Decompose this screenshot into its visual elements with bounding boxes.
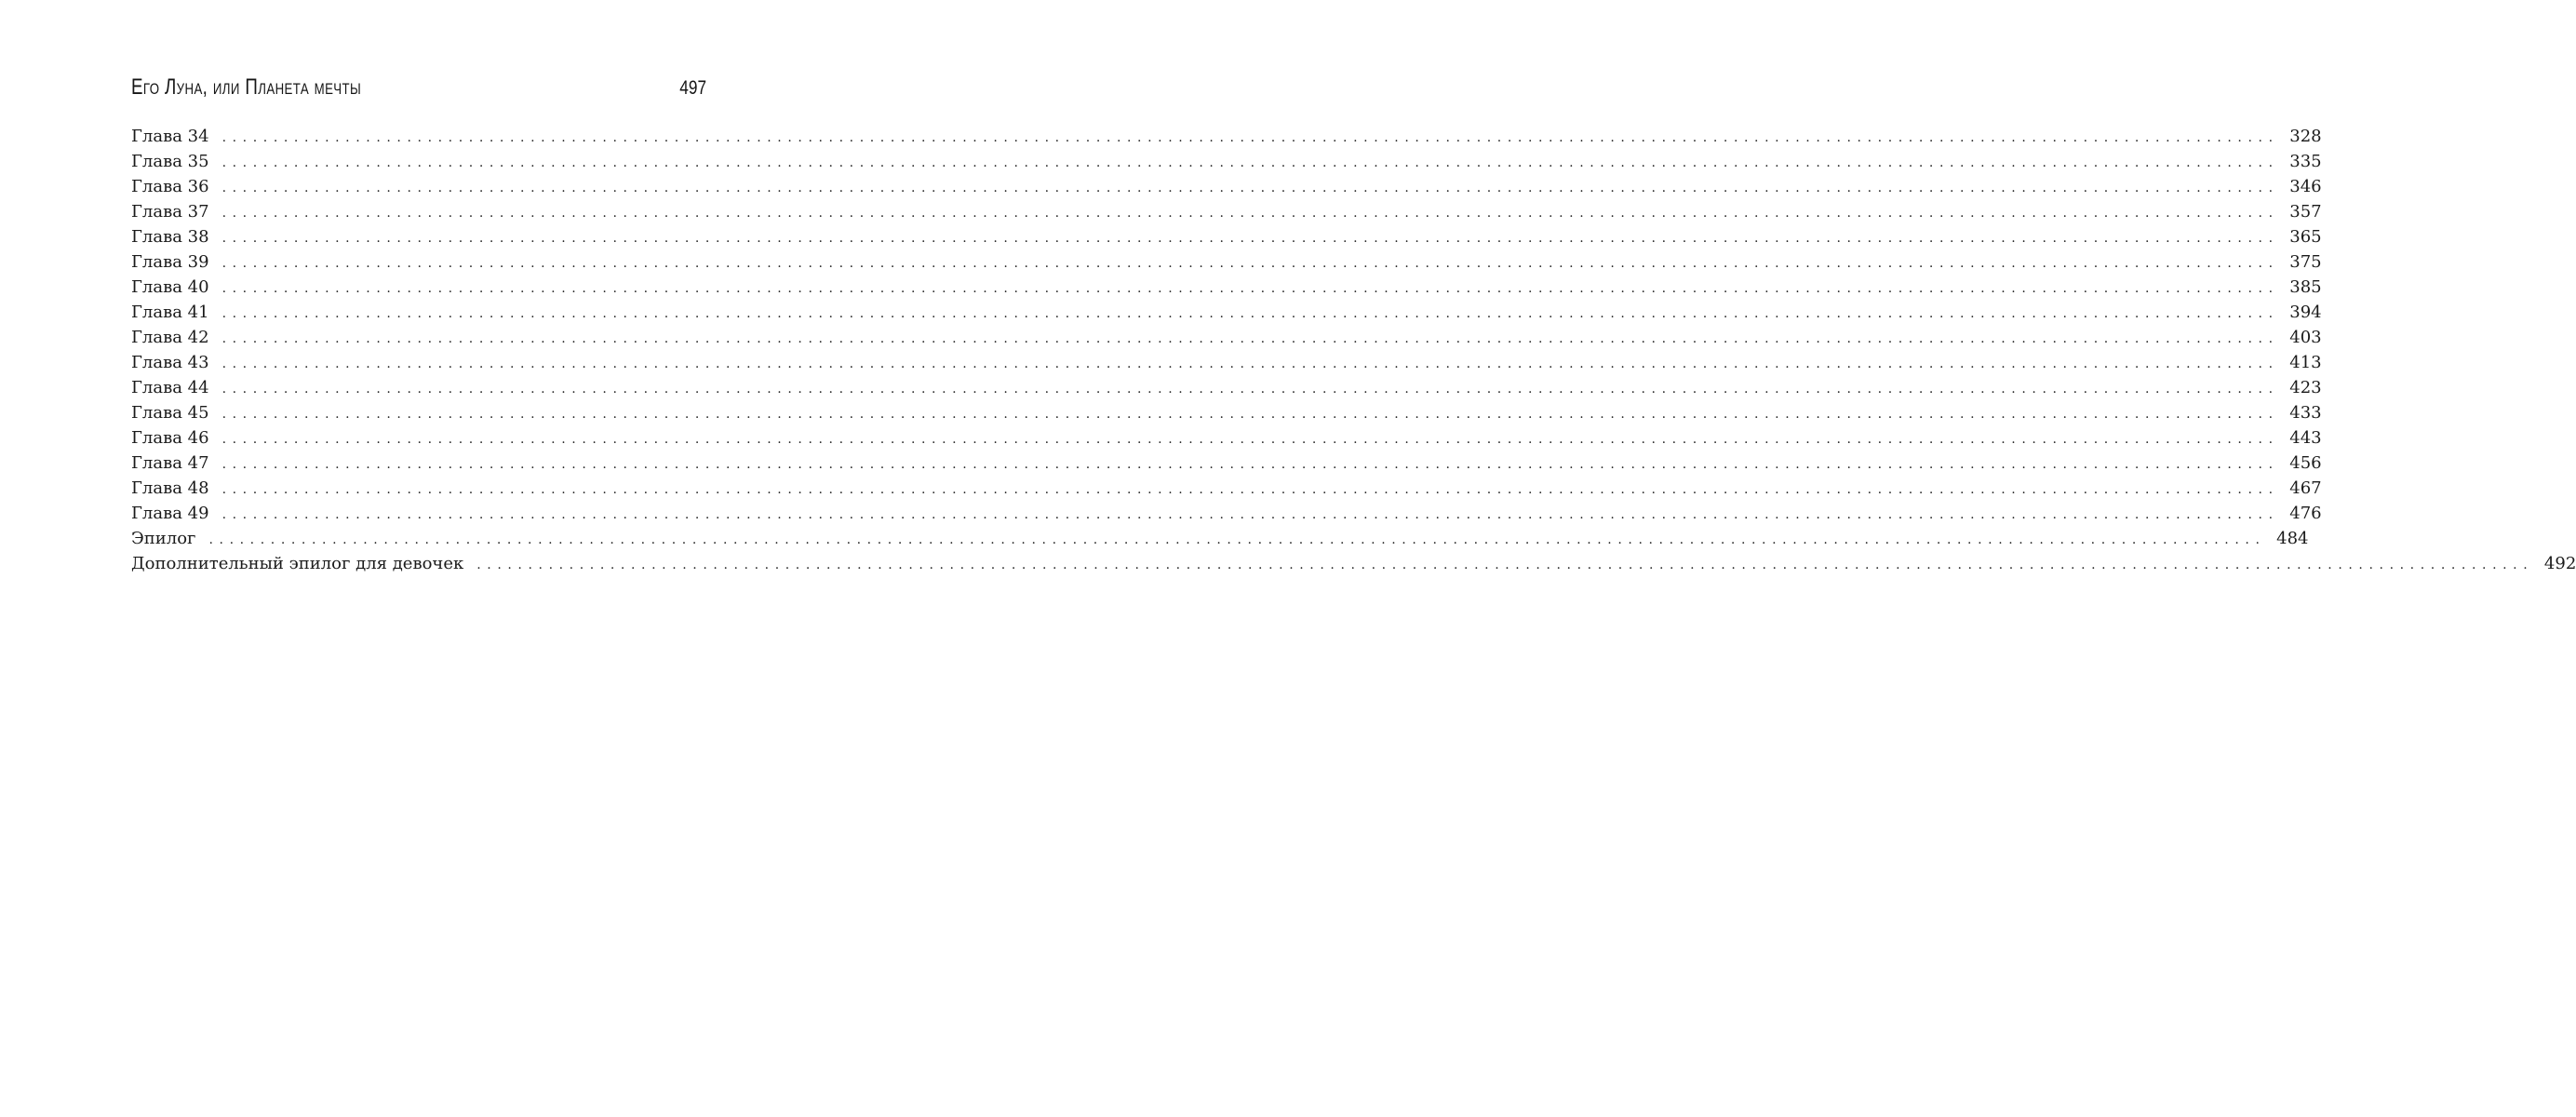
toc-dot-leader: ........................................................................................................................................................................................................ (221, 306, 2279, 321)
toc-entry-page: 346 (2289, 177, 2322, 196)
toc-entry (131, 249, 2322, 275)
toc-entry-label: Глава 47 (131, 453, 209, 473)
toc-entry (131, 325, 2322, 350)
toc-entry (131, 476, 2322, 501)
toc-entry (131, 174, 2322, 199)
toc-entry-page: 467 (2289, 478, 2322, 498)
toc-entry (131, 501, 2322, 526)
toc-entry-label: Глава 48 (131, 478, 209, 498)
toc-entry-page: 357 (2289, 202, 2322, 222)
toc-entry-label: Глава 49 (131, 504, 209, 523)
toc-entry (131, 149, 2322, 174)
toc-dot-leader: ........................................................................................................................................................................................................ (221, 331, 2279, 346)
toc-entry-page: 403 (2289, 328, 2322, 347)
toc-entry-page: 335 (2289, 152, 2322, 171)
toc-entry-label: Дополнительный эпилог для девочек (131, 554, 464, 573)
running-header (131, 74, 706, 106)
toc-dot-leader: ........................................................................................................................................................................................................ (221, 407, 2279, 422)
toc-entry (131, 300, 2322, 325)
toc-entry (131, 526, 2309, 551)
toc-entry-label: Глава 40 (131, 277, 209, 297)
toc-dot-leader: ........................................................................................................................................................................................................ (221, 155, 2279, 170)
toc-dot-leader: ........................................................................................................................................................................................................ (221, 457, 2279, 472)
toc-entry-label: Глава 38 (131, 227, 209, 247)
toc-dot-leader: ........................................................................................................................................................................................................ (221, 231, 2279, 246)
toc-dot-leader: ........................................................................................................................................................................................................ (221, 281, 2279, 296)
toc-entry (131, 400, 2322, 425)
toc-dot-leader: ........................................................................................................................................................................................................ (221, 507, 2279, 522)
toc-entry (131, 375, 2322, 400)
toc-entry-page: 394 (2289, 303, 2322, 322)
toc-dot-leader: ........................................................................................................................................................................................................ (221, 256, 2279, 271)
toc-entry-page: 443 (2289, 428, 2322, 448)
toc-entry-label: Глава 37 (131, 202, 209, 222)
book-title: Его Луна, или Планета мечты (131, 74, 362, 100)
toc-dot-leader: ........................................................................................................................................................................................................ (221, 482, 2279, 497)
toc-entry-label: Глава 34 (131, 127, 209, 146)
toc-entry-page: 328 (2289, 127, 2322, 146)
toc-entry (131, 451, 2322, 476)
toc-entry (131, 199, 2322, 224)
toc-dot-leader: ........................................................................................................................................................................................................ (221, 181, 2279, 195)
toc-dot-leader: ........................................................................................................................................................................................................ (208, 532, 2266, 547)
toc-dot-leader: ........................................................................................................................................................................................................ (476, 558, 2534, 572)
toc-entry-page: 385 (2289, 277, 2322, 297)
toc-entry-label: Глава 41 (131, 303, 209, 322)
toc-entry-label: Глава 43 (131, 353, 209, 372)
toc-entry-page: 492 (2543, 554, 2576, 573)
toc-entry-label: Глава 42 (131, 328, 209, 347)
toc-entry-page: 413 (2289, 353, 2322, 372)
table-of-contents (131, 124, 2576, 576)
toc-dot-leader: ........................................................................................................................................................................................................ (221, 206, 2279, 221)
toc-entry-label: Глава 44 (131, 378, 209, 397)
toc-entry (131, 551, 2576, 576)
toc-entry-page: 433 (2289, 403, 2322, 423)
toc-entry-page: 423 (2289, 378, 2322, 397)
toc-entry-page: 365 (2289, 227, 2322, 247)
toc-dot-leader: ........................................................................................................................................................................................................ (221, 357, 2279, 371)
toc-entry-label: Глава 35 (131, 152, 209, 171)
toc-entry-label: Эпилог (131, 529, 196, 548)
toc-dot-leader: ........................................................................................................................................................................................................ (221, 130, 2279, 145)
toc-entry-label: Глава 45 (131, 403, 209, 423)
toc-entry-label: Глава 36 (131, 177, 209, 196)
toc-entry-page: 456 (2289, 453, 2322, 473)
toc-entry (131, 350, 2322, 375)
toc-entry-page: 484 (2276, 529, 2309, 548)
toc-entry-label: Глава 39 (131, 252, 209, 272)
page-number: 497 (679, 77, 706, 99)
toc-dot-leader: ........................................................................................................................................................................................................ (221, 382, 2279, 397)
toc-entry (131, 124, 2322, 149)
toc-dot-leader: ........................................................................................................................................................................................................ (221, 432, 2279, 447)
toc-entry-page: 375 (2289, 252, 2322, 272)
toc-entry (131, 425, 2322, 451)
toc-entry (131, 275, 2322, 300)
toc-entry-label: Глава 46 (131, 428, 209, 448)
toc-entry (131, 224, 2322, 249)
toc-entry-page: 476 (2289, 504, 2322, 523)
